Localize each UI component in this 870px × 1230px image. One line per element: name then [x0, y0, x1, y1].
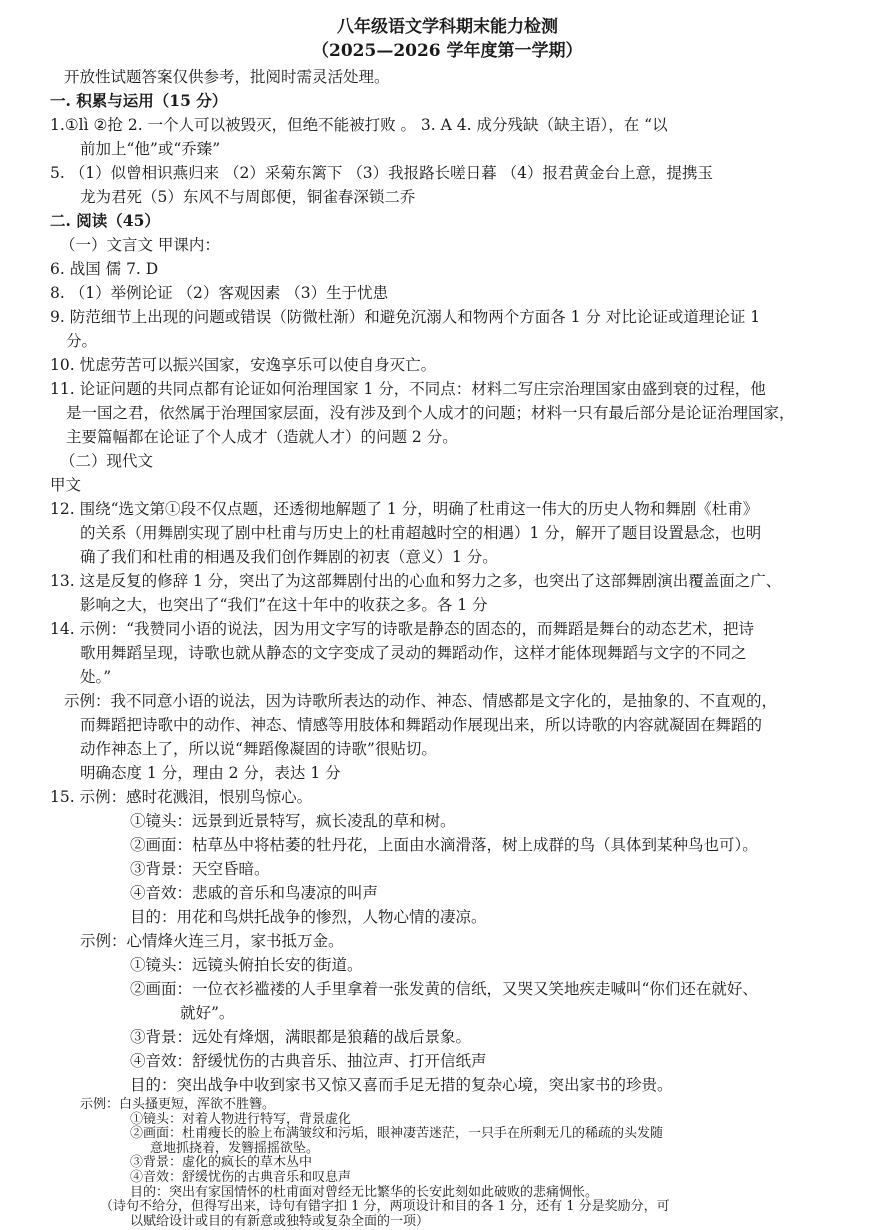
- answer-q14-scoring: 明确态度 1 分，理由 2 分，表达 1 分: [80, 764, 341, 782]
- answer-q4-cont: 前加上“他”或“乔臻”: [80, 140, 221, 158]
- grading-note: 开放性试题答案仅供参考，批阅时需灵活处理。: [64, 68, 390, 86]
- answer-q10: 10. 忧虑劳苦可以振兴国家，安逸享乐可以使自身灭亡。: [50, 356, 437, 374]
- q15-ex1-sound: ④音效：悲戚的音乐和鸟凄凉的叫声: [130, 884, 379, 902]
- footer-note: （诗句不给分，但得写出来，诗句有错字扣 1 分，两项设计和目的各 1 分，还有 1 分是奖励分，可: [100, 1199, 670, 1215]
- answer-q5: 5. （1）似曾相识燕归来 （2）采菊东篱下 （3）我报路长嗟日暮 （4）报君黄金台上意，提携玉: [50, 164, 713, 182]
- q15-ex2-purpose: 目的：突出战争中收到家书又惊又喜而手足无措的复杂心境，突出家书的珍贵。: [130, 1076, 673, 1094]
- q15-ex3-background: ③背景：虚化的疯长的草木丛中: [130, 1155, 313, 1171]
- doc-subtitle: （2025—2026 学年度第一学期）: [312, 41, 583, 61]
- q15-ex2-scene-cont: 就好”。: [180, 1004, 235, 1022]
- answer-q6-7: 6. 战国 儒 7. D: [50, 260, 159, 278]
- doc-title: 八年级语文学科期末能力检测: [337, 17, 558, 37]
- answer-q5-cont: 龙为君死（5）东风不与周郎便，铜雀春深锁二乔: [80, 188, 416, 206]
- q15-ex3-scene: ②画面：杜甫瘦长的脸上布满皱纹和污垢，眼神凄苦迷茫，一只手在所剩无几的稀疏的头发随: [130, 1126, 664, 1142]
- q15-ex1-background: ③背景：天空昏暗。: [130, 860, 270, 878]
- q15-ex3-purpose: 目的：突出有家国情怀的杜甫面对曾经无比繁华的长安此刻如此破败的悲痛惆怅。: [130, 1184, 599, 1200]
- answer-q13-cont: 影响之大，也突出了“我们”在这十年中的收获之多。各 1 分: [80, 596, 488, 614]
- answer-q13: 13. 这是反复的修辞 1 分，突出了为这部舞剧付出的心血和努力之多，也突出了这部舞剧演出覆盖面之广、: [50, 572, 782, 590]
- answer-q8: 8. （1）举例论证 （2）客观因素 （3）生于忧患: [50, 284, 389, 302]
- subsection-classical: （一）文言文 甲课内：: [60, 236, 220, 254]
- answer-q9: 9. 防范细节上出现的问题或错误（防微杜渐）和避免沉溺人和物两个方面各 1 分 对比论证或道理论证 1: [50, 308, 761, 326]
- q15-ex3-sound: ④音效：舒缓忧伤的古典音乐和叹息声: [130, 1170, 352, 1185]
- section1-heading: 一. 积累与运用（15 分）: [50, 91, 228, 110]
- answer-q11: 11. 论证问题的共同点都有论证如何治理国家 1 分，不同点：材料二写庄宗治理国家由盛到衰的过程，他: [50, 380, 766, 398]
- q15-ex1-purpose: 目的：用花和鸟烘托战争的惨烈，人物心情的凄凉。: [130, 908, 487, 926]
- passage-jia-label: 甲文: [50, 476, 82, 494]
- subsection-modern: （二）现代文: [60, 452, 154, 470]
- answer-q14-cont2: 处。”: [80, 668, 112, 686]
- answer-q9-cont: 分。: [66, 332, 98, 350]
- q15-ex2-shot: ①镜头：远镜头俯拍长安的街道。: [130, 956, 363, 974]
- answer-q15-example1: 15. 示例：感时花溅泪，恨别鸟惊心。: [50, 788, 313, 806]
- answer-q12-cont1: 的关系（用舞剧实现了剧中杜甫与历史上的杜甫超越时空的相遇）1 分，解开了题目设置悬念，也明: [80, 524, 762, 542]
- q15-ex2-scene: ②画面：一位衣衫褴褛的人手里拿着一张发黄的信纸，又哭又笑地疾走喊叫“你们还在就好、: [130, 980, 758, 998]
- answer-q1-4: 1.①lì ②抢 2. 一个人可以被毁灭，但绝不能被打败 。 3. A 4. 成分残缺（缺主语），在 “以: [50, 116, 668, 134]
- q15-ex2-background: ③背景：远处有烽烟，满眼都是狼藉的战后景象。: [130, 1028, 472, 1046]
- q15-ex3-shot: ①镜头：对着人物进行特写，背景虚化: [130, 1111, 352, 1127]
- answer-q14-cont1: 歌用舞蹈呈现，诗歌也就从静态的文字变成了灵动的舞蹈动作，这样才能体现舞蹈与文字的不同之: [80, 644, 747, 662]
- answer-q11-cont2: 主要篇幅都在论证了个人成才（造就人才）的问题 2 分。: [66, 428, 458, 446]
- footer-note-cont: 以赋给设计或目的有新意或独特或复杂全面的一项）: [130, 1213, 430, 1229]
- answer-q12-cont2: 确了我们和杜甫的相遇及我们创作舞剧的初衷（意义）1 分。: [80, 548, 498, 566]
- q15-ex2-sound: ④音效：舒缓忧伤的古典音乐、抽泣声、打开信纸声: [130, 1052, 487, 1070]
- answer-q11-cont1: 是一国之君，依然属于治理国家层面，没有涉及到个人成才的问题；材料一只有最后部分是论证治理国家，: [66, 404, 795, 422]
- q15-ex3-scene-cont: 意地抓挠着，发簪摇摇欲坠。: [150, 1140, 320, 1156]
- answer-q15-example2: 示例：心情烽火连三月，家书抵万金。: [80, 932, 344, 950]
- answer-q14-example2: 示例：我不同意小语的说法，因为诗歌所表达的动作、神态、情感都是文字化的，是抽象的、不直观的，: [64, 692, 778, 710]
- answer-q12: 12. 围绕“选文第①段不仅点题，还透彻地解题了 1 分，明确了杜甫这一伟大的历史人物和舞剧《杜甫》: [50, 500, 759, 518]
- section2-heading: 二. 阅读（45）: [50, 211, 160, 230]
- answer-q14: 14. 示例：“我赞同小语的说法，因为用文字写的诗歌是静态的固态的，而舞蹈是舞台的动态艺术，把诗: [50, 620, 755, 638]
- answer-q14-example2-cont1: 而舞蹈把诗歌中的动作、神态、情感等用肢体和舞蹈动作展现出来，所以诗歌的内容就凝固在舞蹈的: [80, 716, 763, 734]
- q15-ex1-shot: ①镜头：远景到近景特写，疯长凌乱的草和树。: [130, 812, 456, 830]
- answer-q15-example3: 示例：白头搔更短，浑欲不胜簪。: [80, 1097, 276, 1112]
- answer-q14-example2-cont2: 动作神态上了，所以说“舞蹈像凝固的诗歌”很贴切。: [80, 740, 437, 758]
- q15-ex1-scene: ②画面：枯草丛中将枯萎的牡丹花，上面由水滴滑落，树上成群的鸟（具体到某种鸟也可）。: [130, 836, 758, 854]
